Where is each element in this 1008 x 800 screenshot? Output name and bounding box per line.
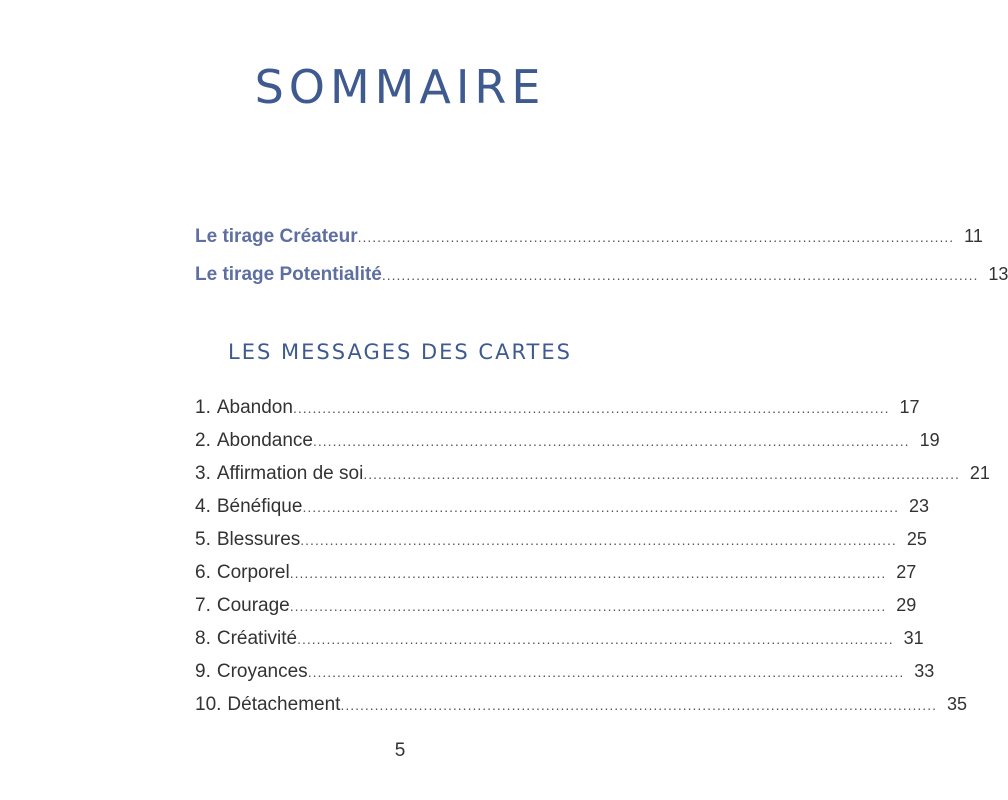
toc-entry-card[interactable]	[195, 628, 924, 654]
toc-entry-card[interactable]	[195, 430, 940, 456]
dot-leader: ..........................................................................................................................	[307, 664, 905, 680]
dot-leader: ..........................................................................................................................	[292, 400, 890, 416]
toc-entry-card[interactable]	[195, 463, 990, 489]
section-heading: LES MESSAGES DES CARTES	[228, 340, 572, 364]
toc-entry-page: 13	[988, 264, 1008, 284]
page-title: SOMMAIRE	[254, 60, 546, 114]
toc-entry-number: 5.	[195, 529, 211, 550]
toc-entry-number: 4.	[195, 496, 211, 517]
dot-leader: ..........................................................................................................................	[302, 499, 899, 515]
dot-leader: ..........................................................................................................................	[340, 697, 937, 713]
toc-entry-label: Abandon	[216, 397, 293, 418]
toc-entry-card[interactable]	[195, 595, 917, 621]
toc-entry-label: Courage	[216, 595, 290, 616]
toc-entry-page: 17	[899, 397, 920, 417]
dot-leader: ..........................................................................................................................	[313, 433, 910, 449]
dot-leader: ..........................................................................................................................	[297, 631, 894, 647]
toc-entry-number: 3.	[195, 463, 211, 484]
toc-entry-label: Bénéfique	[216, 496, 303, 517]
dot-leader: ..........................................................................................................................	[381, 267, 979, 283]
toc-entry-label: Corporel	[216, 562, 290, 583]
toc-entry-label: Affirmation de soi	[216, 463, 364, 484]
toc-entry-page: 11	[964, 226, 983, 246]
toc-entry-card[interactable]	[195, 661, 935, 687]
toc-entry-page: 21	[969, 463, 990, 483]
toc-entry-number: 8.	[195, 628, 211, 649]
toc-entry-page: 31	[903, 628, 924, 648]
dot-leader: ..........................................................................................................................	[300, 532, 897, 548]
toc-entry-label: Détachement	[227, 694, 341, 715]
toc-entry-card[interactable]	[195, 496, 930, 522]
dot-leader: ..........................................................................................................................	[363, 466, 960, 482]
toc-entry-page: 29	[896, 595, 917, 615]
toc-entry-label: Croyances	[216, 661, 308, 682]
dot-leader: ..........................................................................................................................	[289, 598, 887, 614]
toc-entry-tirage-potentialite[interactable]	[195, 264, 1008, 290]
toc-entry-page: 25	[906, 529, 927, 549]
toc-entry-label: Le tirage Créateur	[195, 226, 358, 247]
toc-entry-number: 10.	[195, 694, 222, 715]
toc-entry-card[interactable]	[195, 529, 927, 555]
toc-entry-page: 23	[908, 496, 930, 516]
toc-entry-tirage-createur[interactable]	[195, 226, 983, 252]
dot-leader: ..........................................................................................................................	[357, 229, 955, 245]
toc-entry-card[interactable]	[195, 397, 920, 423]
toc-entry-page: 33	[914, 661, 935, 681]
toc-entry-number: 7.	[195, 595, 211, 616]
toc-entry-card[interactable]	[195, 562, 917, 588]
page-number: 5	[394, 740, 406, 761]
toc-entry-label: Le tirage Potentialité	[195, 264, 382, 285]
toc-entry-number: 1.	[195, 397, 211, 418]
toc-entry-card[interactable]	[195, 694, 968, 720]
toc-entry-page: 19	[919, 430, 940, 450]
toc-entry-number: 6.	[195, 562, 211, 583]
dot-leader: ..........................................................................................................................	[289, 565, 887, 581]
toc-entry-number: 2.	[195, 430, 211, 451]
toc-entry-label: Abondance	[216, 430, 314, 451]
toc-entry-page: 35	[946, 694, 968, 714]
toc-entry-label: Blessures	[216, 529, 301, 550]
toc-entry-page: 27	[896, 562, 917, 582]
toc-entry-number: 9.	[195, 661, 211, 682]
toc-entry-label: Créativité	[216, 628, 298, 649]
